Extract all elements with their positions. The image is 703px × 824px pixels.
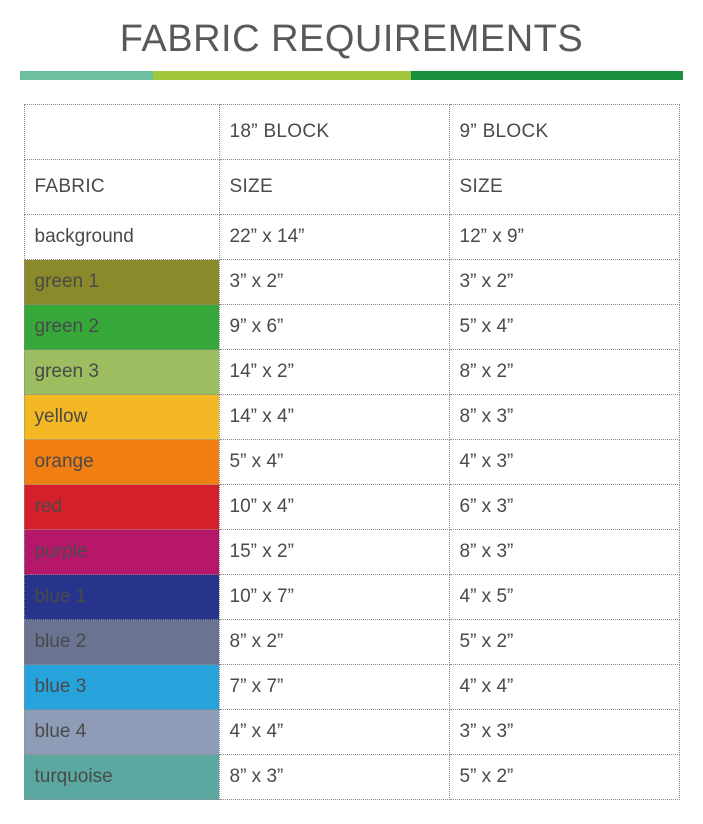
table-row [24, 485, 679, 530]
size-18-cell: 7” x 7” [219, 665, 449, 710]
table-row [24, 440, 679, 485]
size-18-cell: 8” x 3” [219, 755, 449, 800]
fabric-name-cell: turquoise [24, 755, 219, 800]
fabric-name-cell: yellow [24, 395, 219, 440]
fabric-name-cell: green 1 [24, 260, 219, 305]
size-9-cell: 4” x 4” [449, 665, 679, 710]
size-9-cell: 5” x 4” [449, 305, 679, 350]
size-9-cell: 4” x 5” [449, 575, 679, 620]
table-body [24, 105, 679, 800]
size-18-cell: 10” x 7” [219, 575, 449, 620]
fabric-name-cell: red [24, 485, 219, 530]
table-row [24, 710, 679, 755]
table-row [24, 530, 679, 575]
table-row [24, 260, 679, 305]
size-18-cell: 14” x 4” [219, 395, 449, 440]
size-9-cell: 3” x 2” [449, 260, 679, 305]
size-18-cell: 4” x 4” [219, 710, 449, 755]
size-18-cell: 15” x 2” [219, 530, 449, 575]
header-size-18: SIZE [219, 160, 449, 215]
size-18-cell: 10” x 4” [219, 485, 449, 530]
table-row [24, 305, 679, 350]
fabric-name-cell: background [24, 215, 219, 260]
header-9-block: 9” BLOCK [449, 105, 679, 160]
table-row [24, 755, 679, 800]
size-18-cell: 5” x 4” [219, 440, 449, 485]
table-row [24, 395, 679, 440]
header-cell-empty [24, 105, 219, 160]
table-row [24, 215, 679, 260]
table-header-row-1 [24, 105, 679, 160]
size-9-cell: 5” x 2” [449, 755, 679, 800]
size-9-cell: 4” x 3” [449, 440, 679, 485]
size-9-cell: 12” x 9” [449, 215, 679, 260]
page-title: FABRIC REQUIREMENTS [119, 18, 584, 60]
fabric-name-cell: purple [24, 530, 219, 575]
color-rule-segment-1 [20, 71, 153, 80]
fabric-name-cell: blue 1 [24, 575, 219, 620]
color-rule-segment-3 [411, 71, 683, 80]
size-9-cell: 8” x 3” [449, 395, 679, 440]
table-row [24, 665, 679, 710]
fabric-name-cell: blue 4 [24, 710, 219, 755]
table-row [24, 575, 679, 620]
size-18-cell: 8” x 2” [219, 620, 449, 665]
table-header-row-2 [24, 160, 679, 215]
size-9-cell: 5” x 2” [449, 620, 679, 665]
size-9-cell: 6” x 3” [449, 485, 679, 530]
fabric-name-cell: blue 3 [24, 665, 219, 710]
fabric-name-cell: green 2 [24, 305, 219, 350]
header-fabric: FABRIC [24, 160, 219, 215]
size-9-cell: 8” x 3” [449, 530, 679, 575]
table-row [24, 350, 679, 395]
color-rule-segment-2 [153, 71, 412, 80]
table-row [24, 620, 679, 665]
color-rule [20, 71, 683, 80]
header-size-9: SIZE [449, 160, 679, 215]
size-9-cell: 3” x 3” [449, 710, 679, 755]
fabric-requirements-table [24, 104, 680, 800]
fabric-name-cell: orange [24, 440, 219, 485]
size-18-cell: 14” x 2” [219, 350, 449, 395]
fabric-name-cell: green 3 [24, 350, 219, 395]
fabric-name-cell: blue 2 [24, 620, 219, 665]
size-18-cell: 22” x 14” [219, 215, 449, 260]
header-18-block: 18” BLOCK [219, 105, 449, 160]
size-18-cell: 3” x 2” [219, 260, 449, 305]
size-18-cell: 9” x 6” [219, 305, 449, 350]
size-9-cell: 8” x 2” [449, 350, 679, 395]
